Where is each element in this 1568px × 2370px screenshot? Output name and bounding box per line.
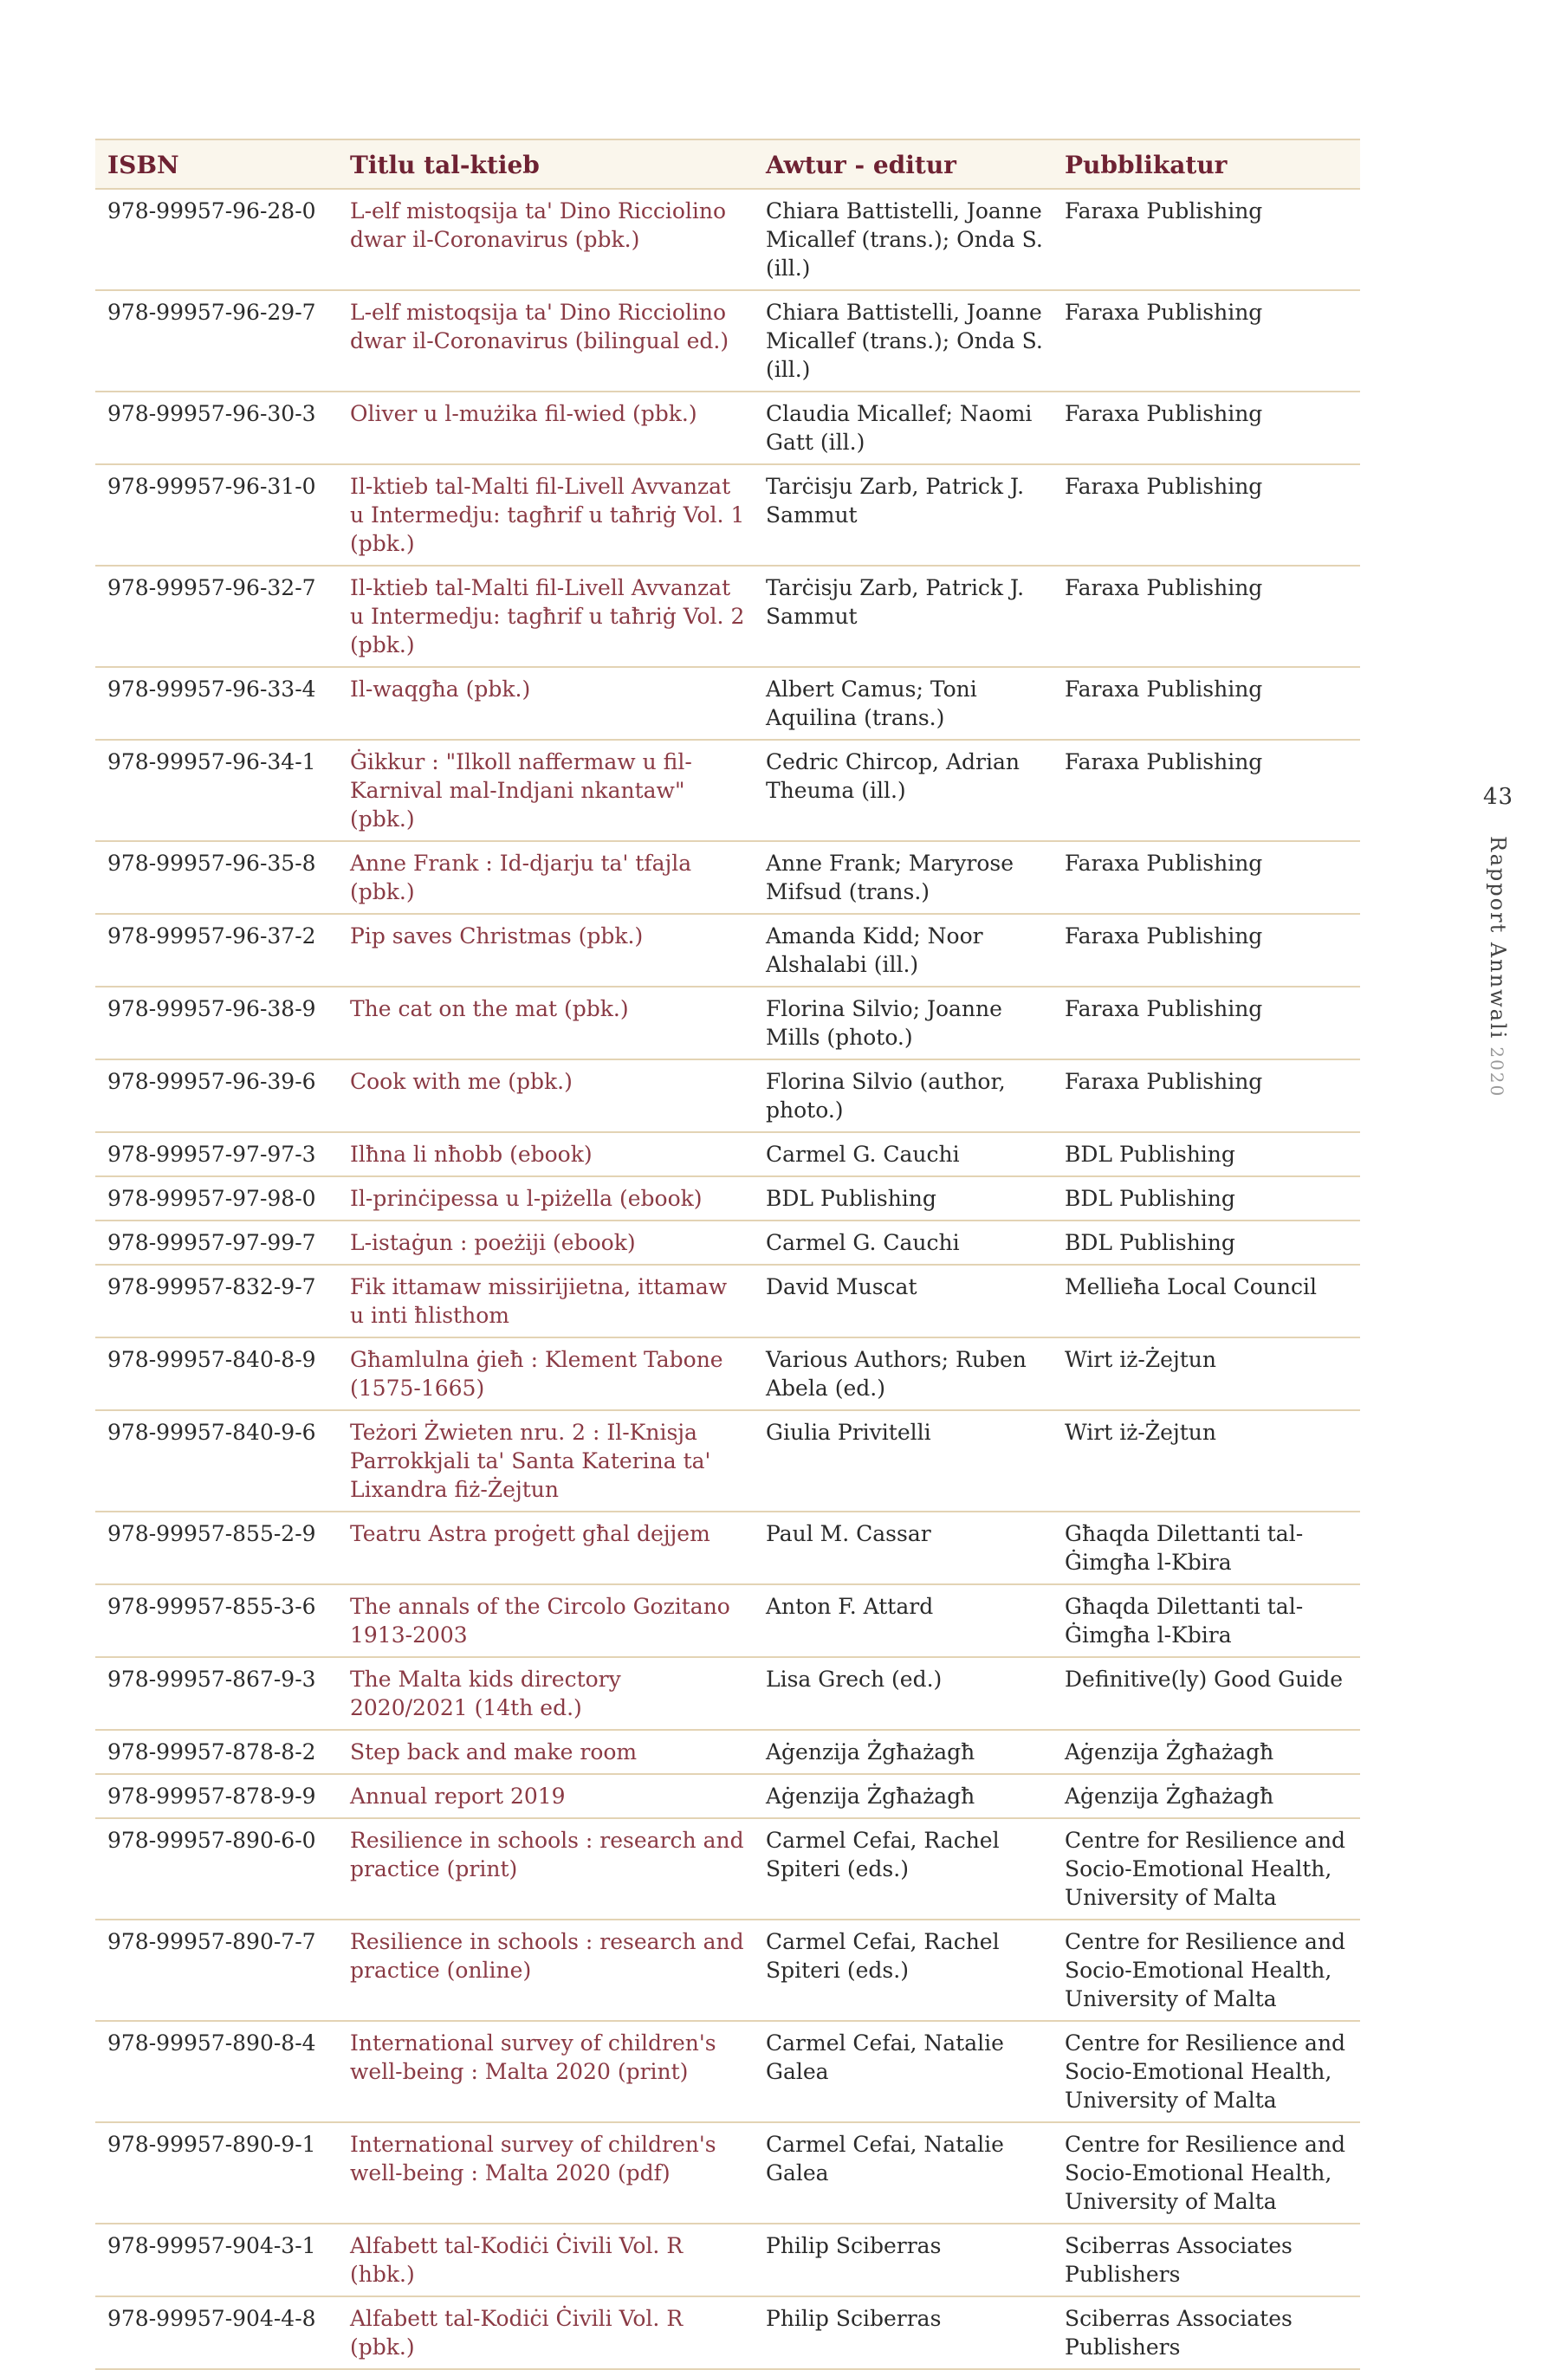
title-cell: Pip saves Christmas (pbk.) <box>338 914 754 987</box>
header-row <box>95 139 1360 189</box>
table-row <box>95 1265 1360 1337</box>
report-year: 2020 <box>1487 1046 1507 1098</box>
publisher-cell: Faraxa Publishing <box>1053 740 1360 841</box>
title-cell: Anne Frank : Id-djarju ta' tfajla (pbk.) <box>338 841 754 914</box>
author-cell: Claudia Micallef; Naomi Gatt (ill.) <box>754 392 1053 464</box>
author-cell: David Muscat <box>754 1265 1053 1337</box>
table-row <box>95 189 1360 290</box>
isbn-cell: 978-99957-890-6-0 <box>95 1818 338 1920</box>
publisher-cell: Sciberras Associates Publishers <box>1053 2296 1360 2369</box>
title-cell: Annual report 2019 <box>338 1774 754 1818</box>
table-row <box>95 1512 1360 1584</box>
table-row <box>95 2021 1360 2122</box>
publisher-cell: Sciberras Associates Publishers <box>1053 2224 1360 2296</box>
author-cell: Aġenzija Żgħażagħ <box>754 1774 1053 1818</box>
header-isbn: ISBN <box>95 139 338 189</box>
table-row <box>95 1337 1360 1410</box>
title-cell: Il-waqgħa (pbk.) <box>338 667 754 740</box>
title-cell: Il-ktieb tal-Malti fil-Livell Avvanzat u Intermedju: tagħrif u taħriġ Vol. 1 (pbk.) <box>338 464 754 566</box>
isbn-cell: 978-99957-96-39-6 <box>95 1059 338 1132</box>
table-row <box>95 914 1360 987</box>
isbn-cell: 978-99957-97-99-7 <box>95 1221 338 1265</box>
isbn-cell: 978-99957-96-37-2 <box>95 914 338 987</box>
author-cell: BDL Publishing <box>754 1176 1053 1221</box>
publisher-cell: Faraxa Publishing <box>1053 841 1360 914</box>
title-cell: The Malta kids directory 2020/2021 (14th ed.) <box>338 1657 754 1730</box>
author-cell: Philip Sciberras <box>754 2296 1053 2369</box>
table-row <box>95 740 1360 841</box>
header-author: Awtur - editur <box>754 139 1053 189</box>
author-cell: Carmel Cefai, Natalie Galea <box>754 2021 1053 2122</box>
publisher-cell: Wirt iż-Żejtun <box>1053 1410 1360 1512</box>
table-row <box>95 2224 1360 2296</box>
publisher-cell: Faraxa Publishing <box>1053 392 1360 464</box>
publisher-cell: Aġenzija Żgħażagħ <box>1053 1774 1360 1818</box>
table-row <box>95 1059 1360 1132</box>
page-number: 43 <box>1483 784 1514 810</box>
author-cell: Carmel Cefai, Rachel Spiteri (eds.) <box>754 1920 1053 2021</box>
table-row <box>95 290 1360 392</box>
publisher-cell: BDL Publishing <box>1053 1176 1360 1221</box>
title-cell: Resilience in schools : research and practice (online) <box>338 1920 754 2021</box>
author-cell: Carmel G. Cauchi <box>754 1221 1053 1265</box>
author-cell: Various Authors; Ruben Abela (ed.) <box>754 1337 1053 1410</box>
title-cell: The cat on the mat (pbk.) <box>338 987 754 1059</box>
publisher-cell: Centre for Resilience and Socio-Emotional Health, University of Malta <box>1053 1818 1360 1920</box>
isbn-cell: 978-99957-904-3-1 <box>95 2224 338 2296</box>
isbn-cell: 978-99957-878-8-2 <box>95 1730 338 1774</box>
author-cell: Cedric Chircop, Adrian Theuma (ill.) <box>754 740 1053 841</box>
isbn-cell: 978-99957-96-32-7 <box>95 566 338 667</box>
author-cell: Aġenzija Żgħażagħ <box>754 1730 1053 1774</box>
title-cell: Il-ktieb tal-Malti fil-Livell Avvanzat u Intermedju: tagħrif u taħriġ Vol. 2 (pbk.) <box>338 566 754 667</box>
isbn-cell: 978-99957-867-9-3 <box>95 1657 338 1730</box>
isbn-cell: 978-99957-890-7-7 <box>95 1920 338 2021</box>
title-cell: Step back and make room <box>338 1730 754 1774</box>
title-cell: Alfabett tal-Kodiċi Ċivili Vol. R (hbk.) <box>338 2224 754 2296</box>
title-cell: Fik ittamaw missirijietna, ittamaw u inti ħlisthom <box>338 1265 754 1337</box>
author-cell: Chiara Battistelli, Joanne Micallef (trans.); Onda S. (ill.) <box>754 189 1053 290</box>
title-cell: L-istaġun : poeżiji (ebook) <box>338 1221 754 1265</box>
publisher-cell: Wirt iż-Żejtun <box>1053 1337 1360 1410</box>
author-cell: Florina Silvio; Joanne Mills (photo.) <box>754 987 1053 1059</box>
author-cell: Chiara Battistelli, Joanne Micallef (trans.); Onda S. (ill.) <box>754 290 1053 392</box>
title-cell: L-elf mistoqsija ta' Dino Ricciolino dwar il-Coronavirus (bilingual ed.) <box>338 290 754 392</box>
author-cell: Albert Camus; Toni Aquilina (trans.) <box>754 667 1053 740</box>
title-cell: Cook with me (pbk.) <box>338 1059 754 1132</box>
publisher-cell: BDL Publishing <box>1053 1221 1360 1265</box>
author-cell: Tarċisju Zarb, Patrick J. Sammut <box>754 566 1053 667</box>
table-row <box>95 392 1360 464</box>
title-cell: Teatru Astra proġett għal dejjem <box>338 1512 754 1584</box>
isbn-cell: 978-99957-904-4-8 <box>95 2296 338 2369</box>
author-cell: Anton F. Attard <box>754 1584 1053 1657</box>
table-body <box>95 189 1360 2369</box>
table-row <box>95 1584 1360 1657</box>
title-cell: Teżori Żwieten nru. 2 : Il-Knisja Parrokkjali ta' Santa Katerina ta' Lixandra fiż-Żejtun <box>338 1410 754 1512</box>
table-row <box>95 464 1360 566</box>
title-cell: Il-prinċipessa u l-piżella (ebook) <box>338 1176 754 1221</box>
publisher-cell: Centre for Resilience and Socio-Emotional Health, University of Malta <box>1053 1920 1360 2021</box>
header-publisher: Pubblikatur <box>1053 139 1360 189</box>
isbn-cell: 978-99957-97-97-3 <box>95 1132 338 1176</box>
isbn-cell: 978-99957-96-29-7 <box>95 290 338 392</box>
table-row <box>95 987 1360 1059</box>
title-cell: International survey of children's well-being : Malta 2020 (pdf) <box>338 2122 754 2224</box>
table-row <box>95 1730 1360 1774</box>
isbn-cell: 978-99957-890-9-1 <box>95 2122 338 2224</box>
author-cell: Carmel Cefai, Natalie Galea <box>754 2122 1053 2224</box>
author-cell: Anne Frank; Maryrose Mifsud (trans.) <box>754 841 1053 914</box>
author-cell: Giulia Privitelli <box>754 1410 1053 1512</box>
table-row <box>95 566 1360 667</box>
isbn-cell: 978-99957-855-3-6 <box>95 1584 338 1657</box>
author-cell: Florina Silvio (author, photo.) <box>754 1059 1053 1132</box>
publisher-cell: Centre for Resilience and Socio-Emotional Health, University of Malta <box>1053 2021 1360 2122</box>
table-row <box>95 1410 1360 1512</box>
isbn-cell: 978-99957-96-34-1 <box>95 740 338 841</box>
title-cell: Għamlulna ġieħ : Klement Tabone (1575-1665) <box>338 1337 754 1410</box>
title-cell: Alfabett tal-Kodiċi Ċivili Vol. R (pbk.) <box>338 2296 754 2369</box>
publisher-cell: BDL Publishing <box>1053 1132 1360 1176</box>
author-cell: Tarċisju Zarb, Patrick J. Sammut <box>754 464 1053 566</box>
publisher-cell: Faraxa Publishing <box>1053 290 1360 392</box>
isbn-cell: 978-99957-832-9-7 <box>95 1265 338 1337</box>
report-label: Rapport Annwali <box>1486 836 1510 1040</box>
isbn-cell: 978-99957-96-31-0 <box>95 464 338 566</box>
isbn-cell: 978-99957-96-30-3 <box>95 392 338 464</box>
publisher-cell: Faraxa Publishing <box>1053 566 1360 667</box>
author-cell: Paul M. Cassar <box>754 1512 1053 1584</box>
table-row <box>95 1657 1360 1730</box>
table-row <box>95 1132 1360 1176</box>
author-cell: Philip Sciberras <box>754 2224 1053 2296</box>
publisher-cell: Aġenzija Żgħażagħ <box>1053 1730 1360 1774</box>
author-cell: Carmel G. Cauchi <box>754 1132 1053 1176</box>
publisher-cell: Faraxa Publishing <box>1053 1059 1360 1132</box>
publisher-cell: Għaqda Dilettanti tal-Ġimgħa l-Kbira <box>1053 1584 1360 1657</box>
author-cell: Amanda Kidd; Noor Alshalabi (ill.) <box>754 914 1053 987</box>
title-cell: International survey of children's well-being : Malta 2020 (print) <box>338 2021 754 2122</box>
isbn-cell: 978-99957-96-35-8 <box>95 841 338 914</box>
isbn-cell: 978-99957-890-8-4 <box>95 2021 338 2122</box>
table-row <box>95 1920 1360 2021</box>
table-row <box>95 841 1360 914</box>
publisher-cell: Definitive(ly) Good Guide <box>1053 1657 1360 1730</box>
table-row <box>95 1176 1360 1221</box>
title-cell: Ġikkur : "Ilkoll naffermaw u fil-Karnival mal-Indjani nkantaw" (pbk.) <box>338 740 754 841</box>
header-title: Titlu tal-ktieb <box>338 139 754 189</box>
table-row <box>95 2122 1360 2224</box>
title-cell: L-elf mistoqsija ta' Dino Ricciolino dwar il-Coronavirus (pbk.) <box>338 189 754 290</box>
publisher-cell: Faraxa Publishing <box>1053 189 1360 290</box>
publications-table <box>95 139 1360 2370</box>
title-cell: The annals of the Circolo Gozitano 1913-2003 <box>338 1584 754 1657</box>
publisher-cell: Faraxa Publishing <box>1053 987 1360 1059</box>
publisher-cell: Faraxa Publishing <box>1053 464 1360 566</box>
publisher-cell: Faraxa Publishing <box>1053 667 1360 740</box>
table-row <box>95 1221 1360 1265</box>
running-footer <box>1486 836 1510 1098</box>
title-cell: Ilħna li nħobb (ebook) <box>338 1132 754 1176</box>
isbn-cell: 978-99957-840-9-6 <box>95 1410 338 1512</box>
isbn-cell: 978-99957-855-2-9 <box>95 1512 338 1584</box>
table-row <box>95 2296 1360 2369</box>
author-cell: Carmel Cefai, Rachel Spiteri (eds.) <box>754 1818 1053 1920</box>
isbn-cell: 978-99957-878-9-9 <box>95 1774 338 1818</box>
isbn-cell: 978-99957-96-33-4 <box>95 667 338 740</box>
title-cell: Oliver u l-mużika fil-wied (pbk.) <box>338 392 754 464</box>
isbn-cell: 978-99957-96-28-0 <box>95 189 338 290</box>
table-row <box>95 667 1360 740</box>
table-row <box>95 1774 1360 1818</box>
isbn-cell: 978-99957-97-98-0 <box>95 1176 338 1221</box>
isbn-cell: 978-99957-840-8-9 <box>95 1337 338 1410</box>
table-header <box>95 139 1360 189</box>
publisher-cell: Faraxa Publishing <box>1053 914 1360 987</box>
publisher-cell: Mellieħa Local Council <box>1053 1265 1360 1337</box>
table-row <box>95 1818 1360 1920</box>
author-cell: Lisa Grech (ed.) <box>754 1657 1053 1730</box>
title-cell: Resilience in schools : research and practice (print) <box>338 1818 754 1920</box>
isbn-cell: 978-99957-96-38-9 <box>95 987 338 1059</box>
publisher-cell: Għaqda Dilettanti tal-Ġimgħa l-Kbira <box>1053 1512 1360 1584</box>
publisher-cell: Centre for Resilience and Socio-Emotional Health, University of Malta <box>1053 2122 1360 2224</box>
